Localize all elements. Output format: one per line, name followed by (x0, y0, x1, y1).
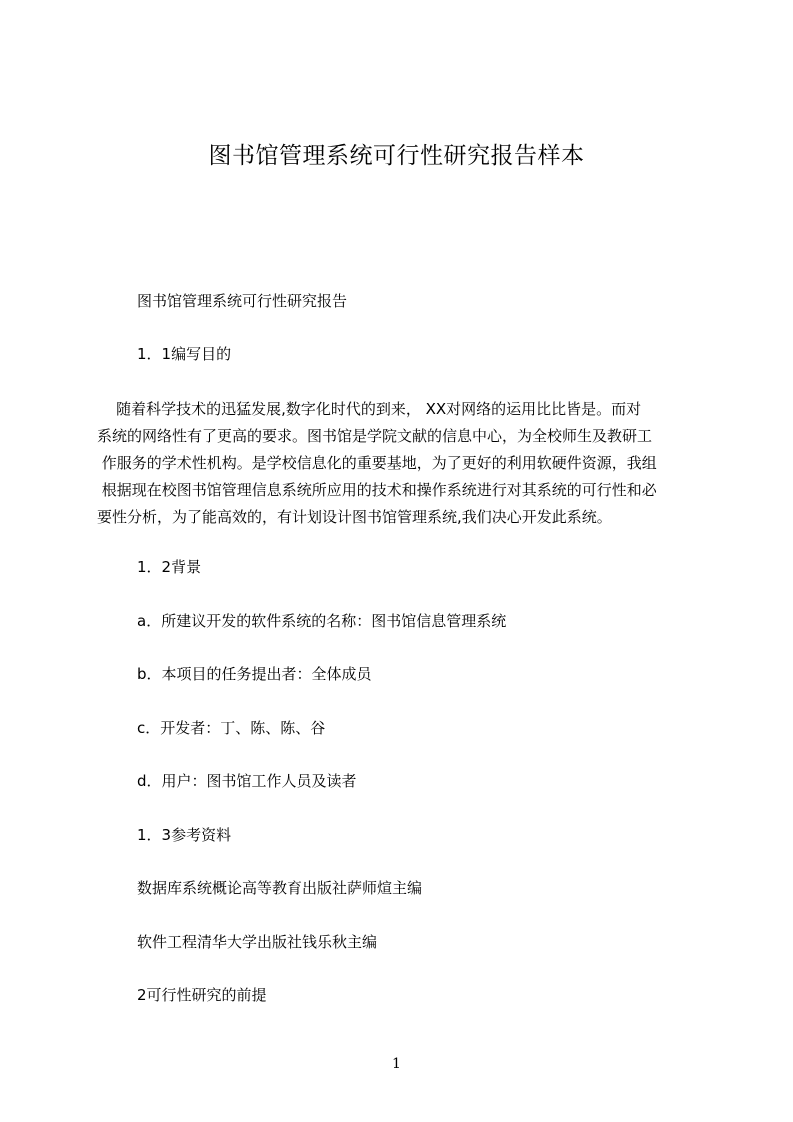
section-heading-1-1: 1．1编写目的 (137, 345, 232, 363)
paragraph-line: 随着科学技术的迅猛发展,数字化时代的到来， XX对网络的运用比比皆是。而对 (97, 400, 642, 418)
background-item: a．所建议开发的软件系统的名称：图书馆信息管理系统 (137, 612, 507, 630)
background-item: c．开发者：丁、陈、陈、谷 (137, 719, 326, 737)
paragraph-line: 系统的网络性有了更高的要求。图书馆是学院文献的信息中心，为全校师生及教研工 (97, 427, 653, 445)
document-title: 图书馆管理系统可行性研究报告样本 (208, 143, 585, 169)
section-heading-1-3: 1．3参考资料 (137, 826, 232, 844)
background-item: d．用户：图书馆工作人员及读者 (137, 772, 357, 790)
page-number: 1 (392, 1056, 401, 1072)
background-item: b．本项目的任务提出者：全体成员 (137, 665, 372, 683)
report-heading: 图书馆管理系统可行性研究报告 (137, 292, 348, 310)
paragraph-line: 作服务的学术性机构。是学校信息化的重要基地，为了更好的利用软硬件资源，我组 (97, 454, 657, 472)
purpose-paragraph (97, 396, 703, 531)
section-heading-2: 2可行性研究的前提 (137, 986, 267, 1004)
reference-item: 软件工程清华大学出版社钱乐秋主编 (137, 933, 378, 951)
section-heading-1-2: 1．2背景 (137, 558, 202, 576)
reference-item: 数据库系统概论高等教育出版社萨师煊主编 (137, 879, 423, 897)
paragraph-line: 根据现在校图书馆管理信息系统所应用的技术和操作系统进行对其系统的可行性和必 (97, 481, 657, 499)
paragraph-line: 要性分析，为了能高效的，有计划设计图书馆管理系统,我们决心开发此系统。 (97, 508, 612, 526)
